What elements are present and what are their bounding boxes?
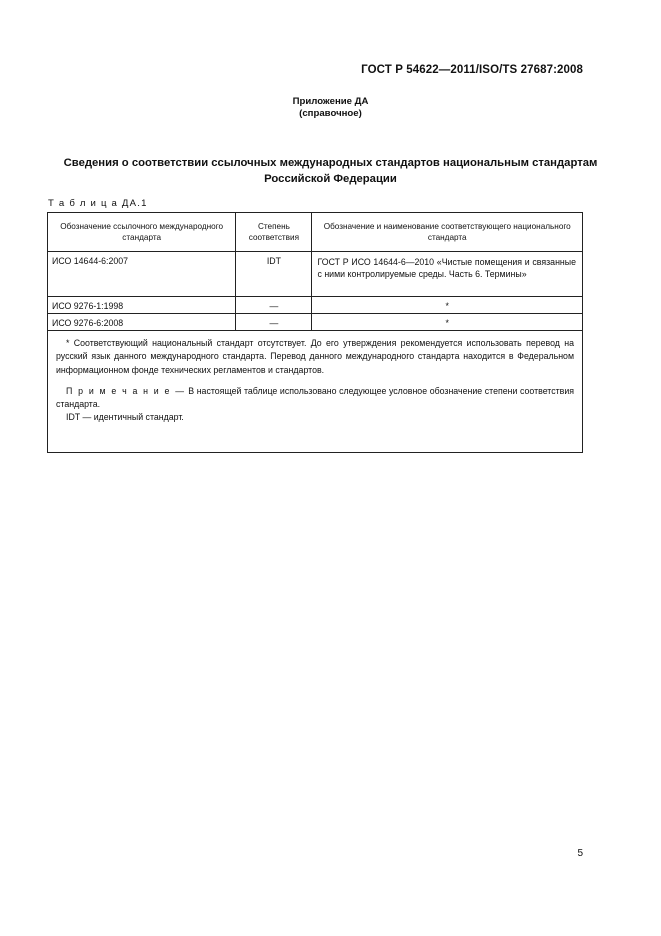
note-text: В настоящей таблице использовано следующее условное обозначение степени соответствия стандарта. xyxy=(56,385,574,410)
cell-reference: ИСО 9276-1:1998 xyxy=(48,297,236,314)
cell-reference: ИСО 14644-6:2007 xyxy=(48,252,236,297)
table-header-row xyxy=(48,213,583,252)
header-cell-degree: Степень соответствия xyxy=(236,213,312,252)
cell-degree: — xyxy=(236,314,312,331)
table-footnote-row xyxy=(48,331,583,453)
table-row xyxy=(48,297,583,314)
footnote-block xyxy=(48,331,582,425)
cell-degree: — xyxy=(236,297,312,314)
table-row xyxy=(48,314,583,331)
table-row xyxy=(48,252,583,297)
page-number: 5 xyxy=(577,848,583,859)
cell-national: * xyxy=(312,297,583,314)
note-paragraph xyxy=(56,385,574,412)
header-cell-reference: Обозначение ссылочного международного стандарта xyxy=(48,213,236,252)
cell-national: ГОСТ Р ИСО 14644-6—2010 «Чистые помещения и связанные с ними контролируемые среды. Часть 6. Термины» xyxy=(312,252,583,297)
note-label: П р и м е ч а н и е — xyxy=(66,385,186,396)
footnote-cell xyxy=(48,331,583,453)
cell-reference: ИСО 9276-6:2008 xyxy=(48,314,236,331)
cell-national: * xyxy=(312,314,583,331)
section-title: Сведения о соответствии ссылочных международных стандартов национальным стандартам Российской Федерации xyxy=(63,157,598,185)
annex-title: Приложение ДА xyxy=(292,96,369,107)
abbreviation-text: IDT — идентичный стандарт. xyxy=(66,412,184,423)
table-label: Т а б л и ц а ДА.1 xyxy=(48,198,148,209)
header-cell-national: Обозначение и наименование соответствующего национального стандарта xyxy=(312,213,583,252)
correspondence-table xyxy=(47,212,583,453)
standard-designation-header: ГОСТ Р 54622—2011/ISO/TS 27687:2008 xyxy=(361,64,583,76)
footnote-text: * Соответствующий национальный стандарт отсутствует. До его утверждения рекомендуется использовать перевод на русский язык данного международного стандарта. Перевод данного международного стандарта находится в Федеральном информационном фонде технических регламентов и стандартов. xyxy=(56,338,574,375)
annex-type: (справочное) xyxy=(299,108,362,119)
cell-degree: IDT xyxy=(236,252,312,297)
